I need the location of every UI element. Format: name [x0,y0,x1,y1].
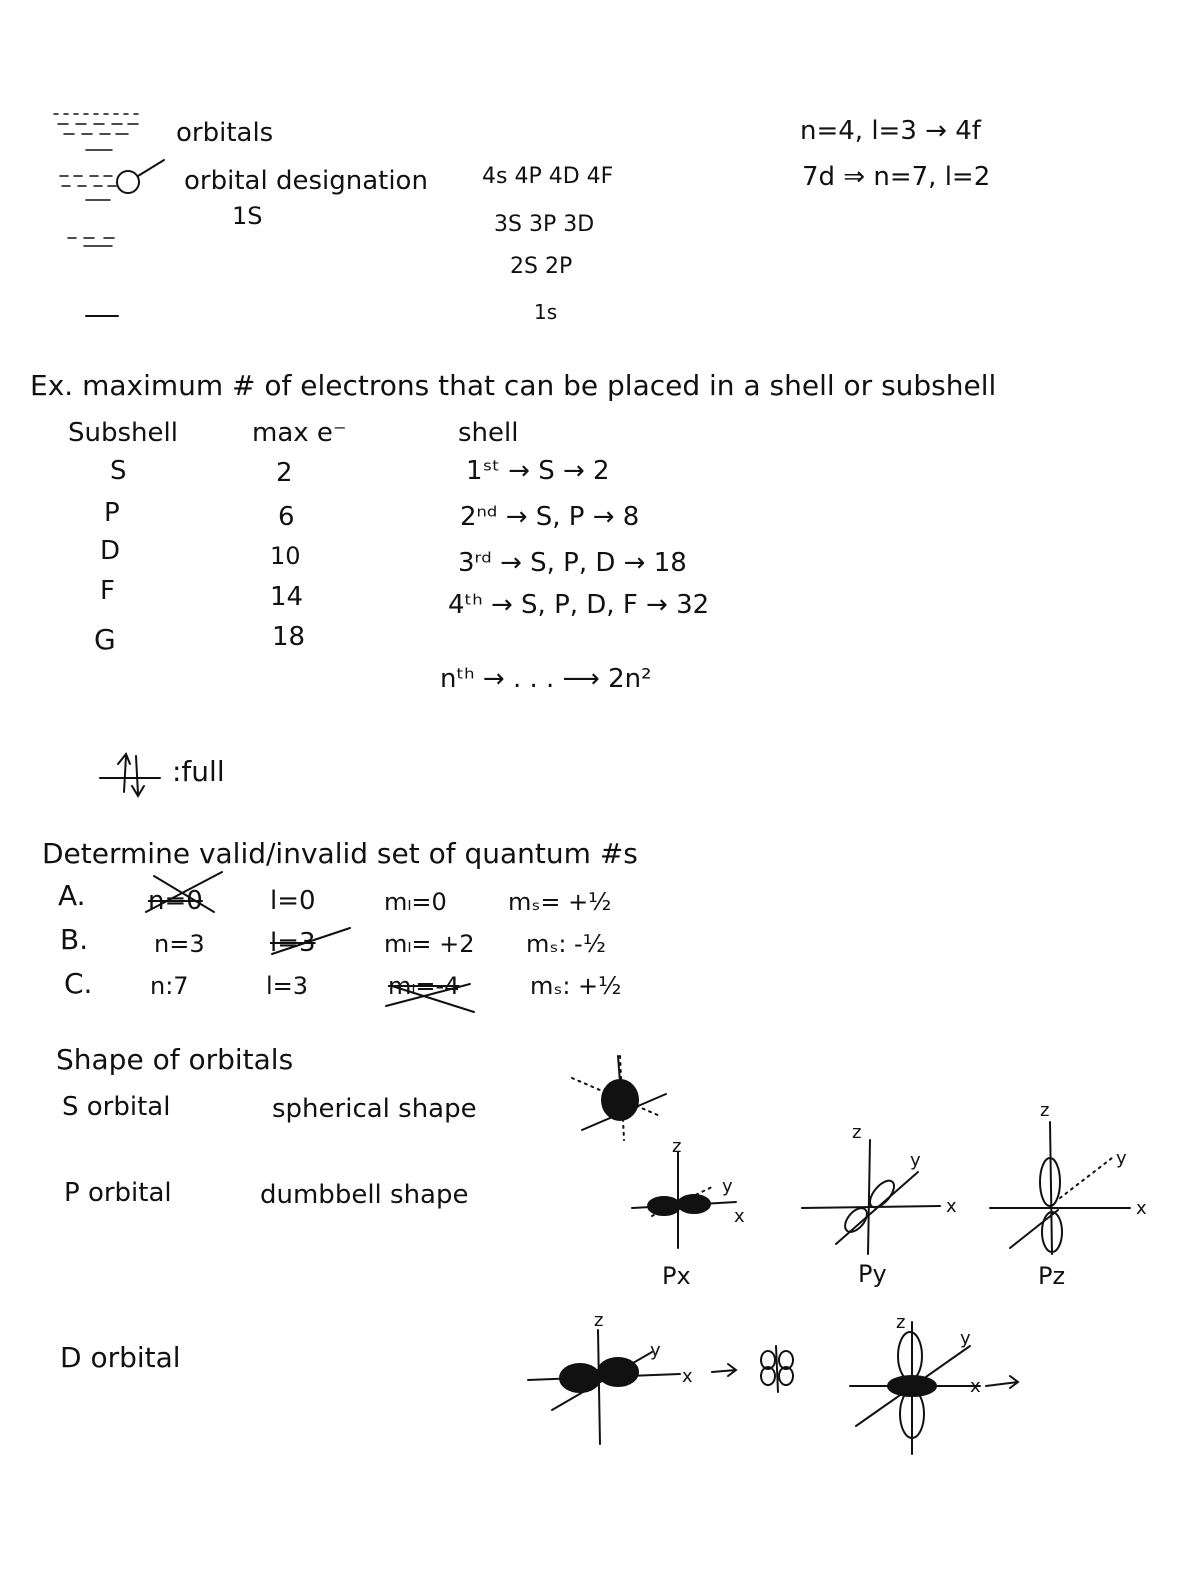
py-orbital [802,1122,957,1254]
y-axis-label: y [650,1340,661,1361]
subshell-max: 14 [270,582,304,612]
subshell-name: S [110,456,127,486]
d-orbital-lobes [528,1310,736,1444]
d-orbital-label: D orbital [60,1341,181,1374]
p-orbital-label: P orbital [64,1178,172,1208]
subshell-max: 2 [276,458,293,488]
level-1: 1s [534,300,558,324]
s-orbital-shape: spherical shape [272,1094,477,1124]
y-axis-label: y [910,1150,921,1171]
pz-caption: Pz [1038,1262,1066,1290]
s-orbital-sphere [572,1056,666,1140]
quantum-n-value: n=0 [148,886,203,916]
row-letter: A. [58,879,86,912]
shell-row: 4ᵗʰ → S, P, D, F → 32 [448,590,710,620]
pz-orbital [990,1100,1147,1254]
energy-level-diagram [54,114,164,316]
quantum-l-value: l=3 [270,928,316,958]
z-axis-label: z [896,1312,906,1333]
shell-header: shell [458,418,519,448]
quantum-n-value: n:7 [150,972,189,1000]
shapes-heading: Shape of orbitals [56,1043,294,1076]
full-note: :full [172,755,225,788]
orbital-designation-label: orbital designation [184,166,428,196]
quantum-ml-value: mₗ=0 [384,888,447,916]
x-axis-label: x [970,1376,981,1397]
rule-2: 7d ⇒ n=7, l=2 [802,162,991,192]
x-axis-label: x [946,1196,957,1217]
quantum-heading: Determine valid/invalid set of quantum #s [42,837,638,870]
subshell-max: 6 [278,502,295,532]
paired-arrows-icon [100,754,160,796]
subshell-name: D [100,536,121,566]
level-3: 3S 3P 3D [494,212,595,237]
x-axis-label: x [1136,1198,1147,1219]
subshell-max: 10 [270,542,301,570]
row-letter: C. [64,967,93,1000]
quantum-l-value: l=3 [266,972,309,1000]
px-orbital [632,1136,745,1248]
quantum-ms-value: mₛ= +½ [508,888,612,916]
designation-example: 1S [232,202,263,230]
orbitals-label: orbitals [176,118,274,148]
y-axis-label: y [960,1328,971,1349]
y-axis-label: y [722,1176,733,1197]
z-axis-label: z [672,1136,682,1157]
p-orbital-shape: dumbbell shape [260,1180,469,1210]
x-axis-label: x [734,1206,745,1227]
quantum-ml-value: mₗ= +2 [384,930,475,958]
subshell-max: 18 [272,622,306,652]
max-electrons-heading: Ex. maximum # of electrons that can be placed in a shell or subshell [30,369,997,402]
shell-row: 1ˢᵗ → S → 2 [466,456,610,486]
quantum-ms-value: mₛ: +½ [530,972,622,1000]
z-axis-label: z [594,1310,604,1331]
cloverleaf-icon [761,1346,793,1392]
py-caption: Py [858,1260,887,1288]
nth-shell-row: nᵗʰ → . . . ⟶ 2n² [440,664,652,694]
shell-row: 2ⁿᵈ → S, P → 8 [460,502,640,532]
quantum-n-value: n=3 [154,930,205,958]
cross-outs [146,872,474,1012]
z-axis-label: z [1040,1100,1050,1121]
subshell-name: P [104,498,120,528]
rule-1: n=4, l=3 → 4f [800,116,981,146]
max-e-header: max e⁻ [252,418,347,448]
subshell-header: Subshell [68,418,178,448]
level-4: 4s 4P 4D 4F [482,164,614,189]
level-2: 2S 2P [510,254,573,279]
subshell-name: F [100,576,115,606]
s-orbital-label: S orbital [62,1092,171,1122]
quantum-ml-value: mₗ=-4 [388,972,460,1000]
x-axis-label: x [682,1366,693,1387]
shell-row: 3ʳᵈ → S, P, D → 18 [458,548,687,578]
px-caption: Px [662,1262,691,1290]
quantum-l-value: l=0 [270,886,316,916]
quantum-ms-value: mₛ: -½ [526,930,606,958]
y-axis-label: y [1116,1148,1127,1169]
z-axis-label: z [852,1122,862,1143]
subshell-name: G [94,623,116,656]
row-letter: B. [60,923,89,956]
dz2-orbital [850,1312,1018,1454]
